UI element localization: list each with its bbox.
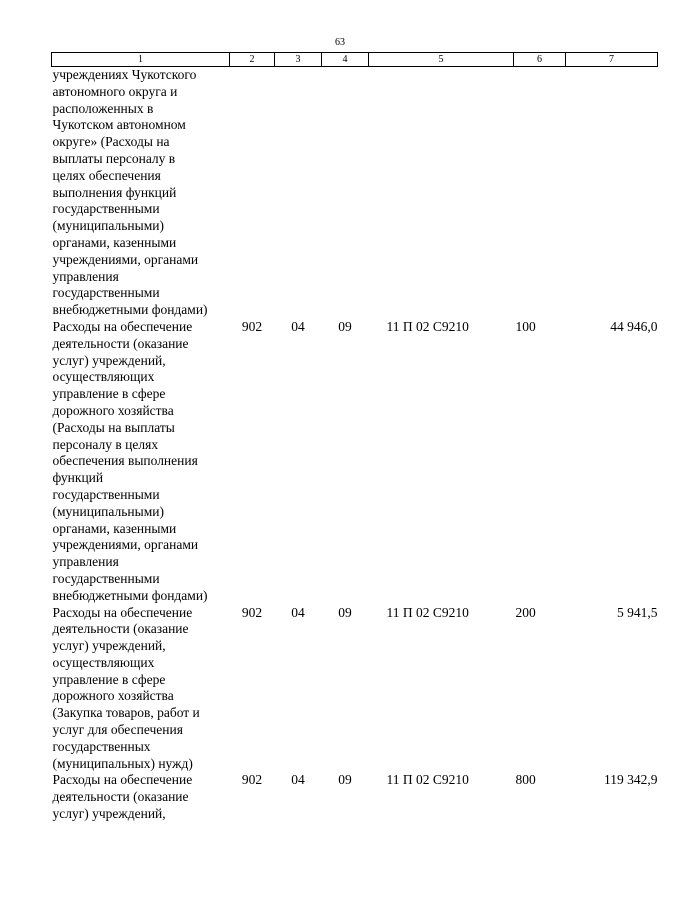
table-row	[52, 319, 658, 605]
column-header-name: 1	[52, 53, 230, 67]
row-rz: 04	[291, 772, 305, 788]
row-csr: 11 П 02 С9210	[386, 318, 469, 334]
row-rz	[275, 67, 322, 319]
row-csr	[369, 67, 514, 319]
row-pr	[322, 67, 369, 319]
table-row	[52, 772, 658, 822]
row-name: учреждениях Чукотского автономного округа и расположенных в Чукотском автономном округе» (Расходы на выплаты персоналу в целях обеспечения выполнения функций государственными (муниципальными) органами, казенными учреждениями, органами управления государственными внебюджетными фондами)	[52, 67, 208, 318]
budget-table	[51, 52, 658, 823]
row-sum: 5 941,5	[617, 604, 658, 620]
column-header-csr: 5	[369, 53, 514, 67]
row-grbs	[230, 67, 275, 319]
table-header-row	[52, 53, 658, 67]
row-pr: 09	[338, 318, 352, 334]
row-grbs: 902	[241, 318, 263, 334]
column-header-pr: 4	[322, 53, 369, 67]
row-vr	[514, 67, 566, 319]
row-rz: 04	[291, 318, 305, 334]
row-csr: 11 П 02 С9210	[386, 772, 469, 788]
row-rz: 04	[291, 604, 305, 620]
row-csr: 11 П 02 С9210	[386, 604, 469, 620]
row-vr: 800	[515, 772, 536, 788]
row-name: Расходы на обеспечение деятельности (оказание услуг) учреждений, осуществляющих управление в сфере дорожного хозяйства (Расходы на выплаты персоналу в целях обеспечения выполнения функций государственными (муниципальными) органами, казенными учреждениями, органами управления государственными внебюджетными фондами)	[52, 318, 208, 603]
row-grbs: 902	[241, 772, 263, 788]
table-row	[52, 67, 658, 319]
row-name: Расходы на обеспечение деятельности (оказание услуг) учреждений, осуществляющих управление в сфере дорожного хозяйства (Закупка товаров, работ и услуг для обеспечения государственных (муниципальных) нужд)	[52, 604, 200, 771]
column-header-rz: 3	[275, 53, 322, 67]
row-name: Расходы на обеспечение деятельности (оказание услуг) учреждений,	[52, 772, 193, 822]
table-row	[52, 605, 658, 773]
row-sum: 119 342,9	[604, 772, 658, 788]
row-pr: 09	[338, 604, 352, 620]
row-sum: 44 946,0	[610, 318, 658, 334]
row-grbs: 902	[241, 604, 263, 620]
row-vr: 100	[515, 318, 536, 334]
row-vr: 200	[515, 604, 536, 620]
page-number: 63	[335, 37, 345, 48]
column-header-vr: 6	[514, 53, 566, 67]
column-header-grbs: 2	[230, 53, 275, 67]
row-sum	[566, 67, 658, 319]
column-header-sum: 7	[566, 53, 658, 67]
row-pr: 09	[338, 772, 352, 788]
